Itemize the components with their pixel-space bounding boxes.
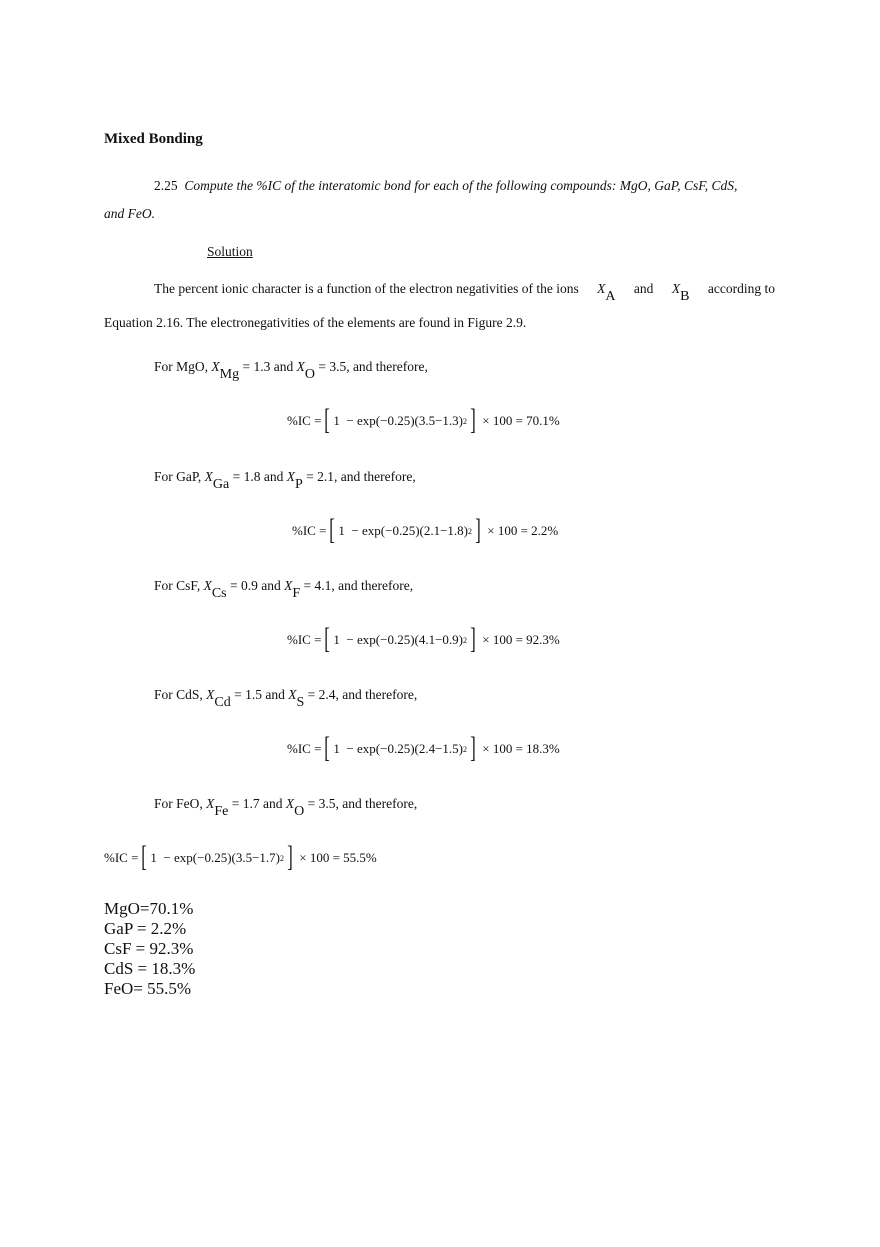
equation-cds: %IC = [ 1 − exp(−0.25)(2.4−1.5) 2 ] × 100 = 18.3% <box>287 731 560 764</box>
intro-and: and <box>633 281 654 296</box>
x-b-symbol: $X_B$ <box>671 281 690 304</box>
x-a-symbol: $X_A$ <box>597 281 616 304</box>
case-line-feo: For FeO, $X_{Fe} = 1.7$ and $X_O = 3.5$, and therefore, <box>154 796 418 819</box>
case-line-mgo: For MgO, $X_{Mg} = 1.3$ and $X_O = 3.5$, and therefore, <box>154 359 428 382</box>
summary-gap: GaP = 2.2% <box>104 919 187 938</box>
solution-label: Solution <box>207 244 253 259</box>
problem-text: Compute the %IC of the interatomic bond for each of the following compounds: MgO, GaP, CsF, CdS, <box>184 178 738 193</box>
problem-number: 2.25 <box>154 178 178 193</box>
summary-cds: CdS = 18.3% <box>104 959 196 978</box>
case-line-cds: For CdS, $X_{Cd} = 1.5$ and $X_S = 2.4$, and therefore, <box>154 687 418 710</box>
section-title: Mixed Bonding <box>104 131 203 147</box>
intro-paragraph-line1 <box>154 281 775 304</box>
summary-feo: FeO= 55.5% <box>104 979 192 998</box>
summary-mgo: MgO=70.1% <box>104 899 194 918</box>
intro-text-b: according to <box>707 281 775 296</box>
equation-feo: %IC = [ 1 − exp(−0.25)(3.5−1.7) 2 ] × 100 = 55.5% <box>104 840 377 873</box>
case-line-gap: For GaP, $X_{Ga} = 1.8$ and $X_P = 2.1$, and therefore, <box>154 469 416 492</box>
case-line-csf: For CsF, $X_{Cs} = 0.9$ and $X_F = 4.1$, and therefore, <box>154 578 414 601</box>
equation-gap: %IC = [ 1 − exp(−0.25)(2.1−1.8) 2 ] × 100 = 2.2% <box>292 513 559 546</box>
problem-statement-line2: and FeO. <box>104 206 155 221</box>
equation-mgo: %IC = [ 1 − exp(−0.25)(3.5−1.3) 2 ] × 100 = 70.1% <box>287 403 560 436</box>
equation-csf: %IC = [ 1 − exp(−0.25)(4.1−0.9) 2 ] × 100 = 92.3% <box>287 622 560 655</box>
answer-summary <box>104 899 195 999</box>
summary-csf: CsF = 92.3% <box>104 939 194 958</box>
intro-text-a: The percent ionic character is a function of the electron negativities of the ions <box>154 281 579 296</box>
intro-paragraph-line2: Equation 2.16. The electronegativities of the elements are found in Figure 2.9. <box>104 315 527 330</box>
problem-statement-line1 <box>154 178 737 194</box>
